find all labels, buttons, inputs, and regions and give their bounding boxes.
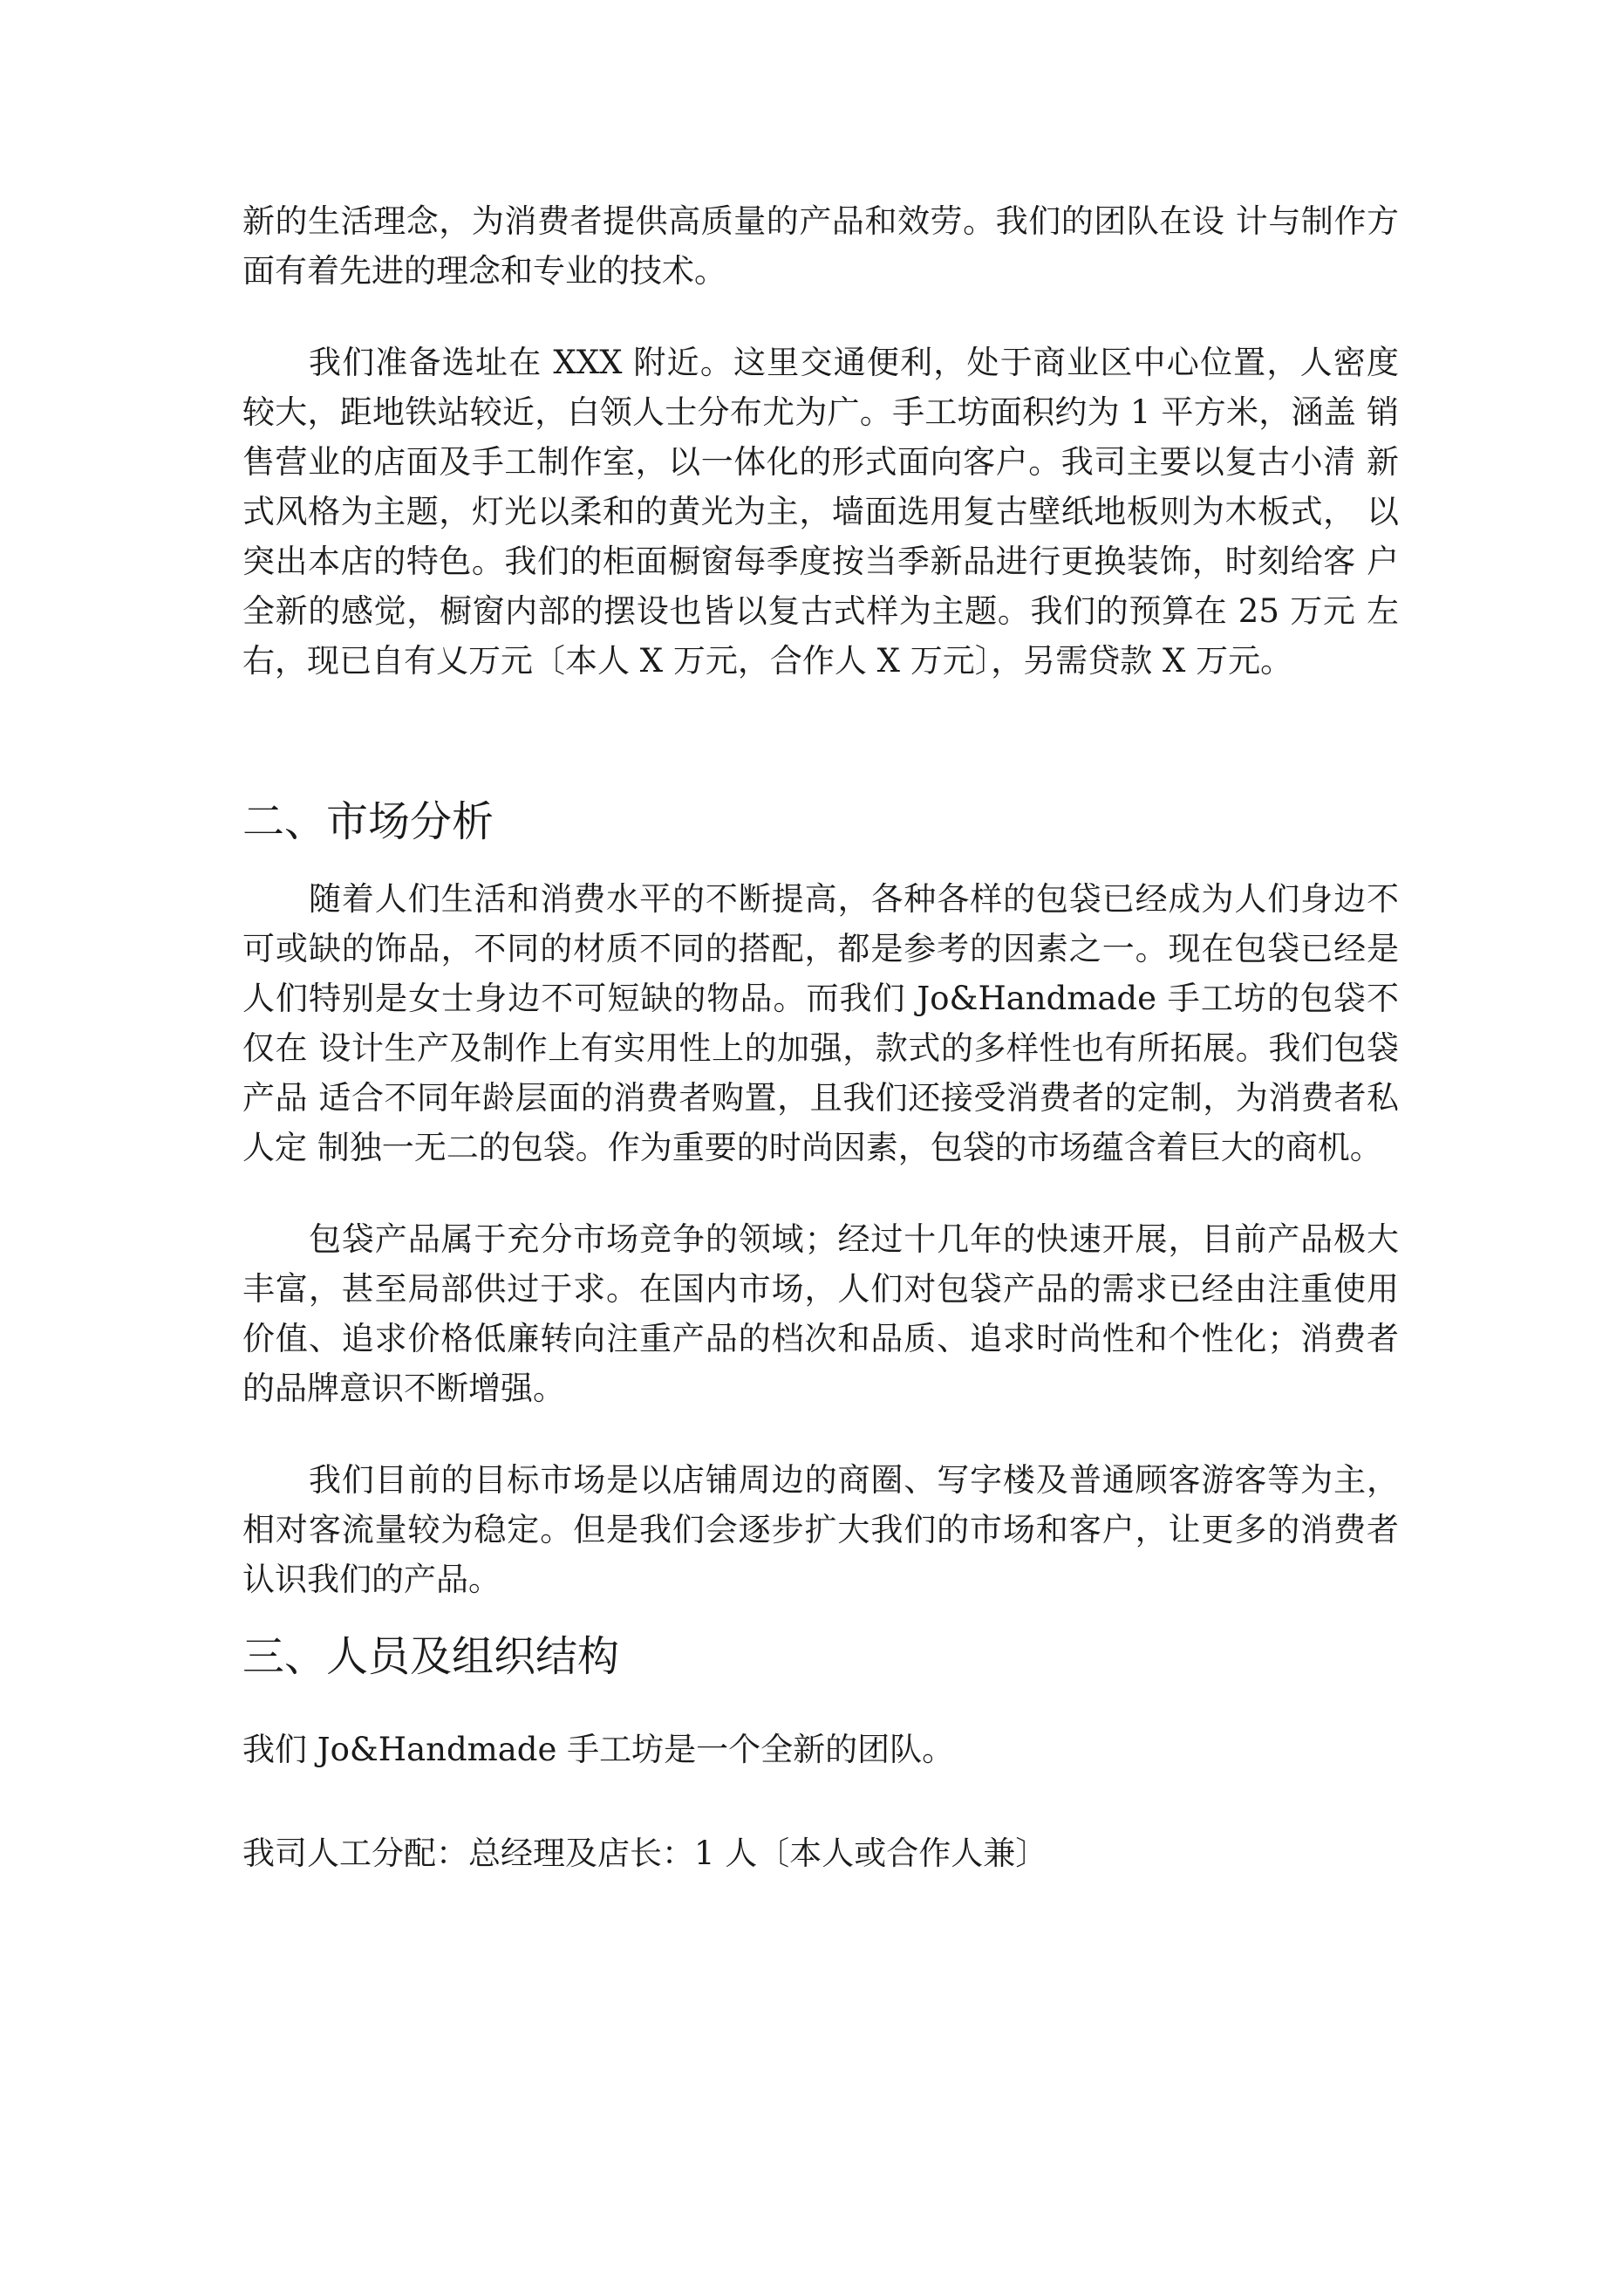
organization-paragraph-2: 我司人工分配：总经理及店长：1 人〔本人或合作人兼〕 (242, 1835, 1048, 1872)
document-body (242, 196, 1399, 1878)
intro-paragraph: 新的生活理念，为消费者提供高质量的产品和效劳。我们的团队在设 计与制作方面有着先进的理念和专业的技术。 (242, 202, 1399, 290)
section-heading-organization: 三、人员及组织结构 (242, 1632, 620, 1681)
market-paragraph-3: 我们目前的目标市场是以店铺周边的商圈、写字楼及普通顾客游客等为主， 相对客流量较为稳定。但是我们会逐步扩大我们的市场和客户，让更多的消费者 认识我们的产品。 (242, 1461, 1399, 1598)
organization-paragraph-1: 我们 Jo&Handmade 手工坊是一个全新的团队。 (242, 1731, 955, 1768)
market-paragraph-2: 包袋产品属于充分市场竞争的领域；经过十几年的快速开展，目前产品极大 丰富，甚至局部供过于求。在国内市场，人们对包袋产品的需求已经由注重使用 价值、追求价格低廉转向注重产品的档次和品质、追求时尚性和个性化；消费者 的品牌意识不断增强。 (242, 1220, 1399, 1407)
section-heading-market-analysis: 二、市场分析 (242, 797, 494, 846)
location-paragraph: 我们准备选址在 XXX 附近。这里交通便利，处于商业区中心位置，人密度 较大，距地铁站较近，白领人士分布尤为广。手工坊面积约为 1 平方米，涵盖 销售营业的店面及手工制作室，以一体化的形式面向客户。我司主要以复古小清 新式风格为主题，灯光以柔和的黄光为主，墙面选用复古壁纸地板则为木板式， 以突出本店的特色。我们的柜面橱窗每季度按当季新品进行更换装饰，时刻给客 户全新的感觉，橱窗内部的摆设也皆以复古式样为主题。我们的预算在 25 万元 左右，现已自有乂万元〔本人 X 万元，合作人 X 万元〕，另需贷款 X 万元。 (242, 344, 1399, 680)
market-paragraph-1: 随着人们生活和消费水平的不断提高，各种各样的包袋已经成为人们身边不 可或缺的饰品，不同的材质不同的搭配，都是参考的因素之一。现在包袋已经是 人们特别是女士身边不可短缺的物品。而我们 Jo&Handmade 手工坊的包袋不仅在 设计生产及制作上有实用性上的加强，款式的多样性也有所拓展。我们包袋产品 适合不同年龄层面的消费者购置，且我们还接受消费者的定制，为消费者私人定 制独一无二的包袋。作为重要的时尚因素，包袋的市场蕴含着巨大的商机。 (242, 880, 1399, 1166)
